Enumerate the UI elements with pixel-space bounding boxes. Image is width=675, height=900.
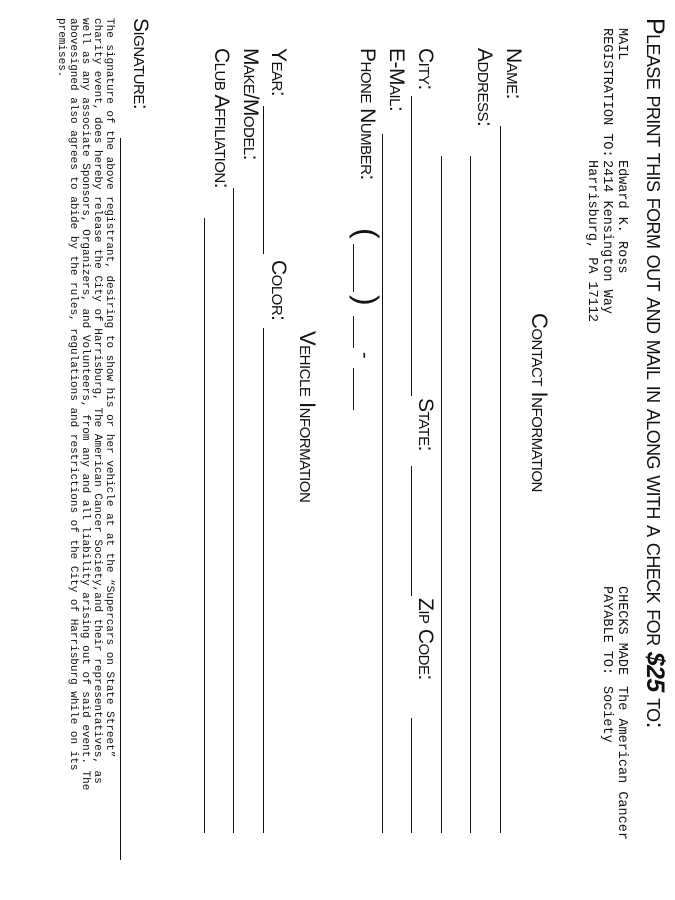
- color-label: Color:: [267, 260, 290, 321]
- vehicle-section-title: Vehicle Information: [295, 331, 320, 503]
- phone-line-number-field[interactable]: [353, 368, 354, 410]
- mail-street: 2414 Kensington Way: [599, 160, 614, 314]
- name-label: Name:: [502, 48, 525, 100]
- mail-label-line2: REGISTRATION TO:: [599, 28, 614, 158]
- checks-label-line2: PAYABLE TO:: [599, 586, 614, 676]
- phone-open-paren: (: [349, 228, 385, 239]
- club-affiliation-label: Club Affiliation:: [210, 48, 233, 189]
- checks-label: [599, 586, 629, 675]
- make-model-field[interactable]: [233, 188, 234, 833]
- zip-label: Zip Code:: [414, 598, 437, 680]
- mail-name: Edward K. Ross: [614, 160, 629, 274]
- phone-close-paren: ): [349, 295, 385, 306]
- heading-suffix: to:: [641, 691, 669, 728]
- mail-city-line: Harrisburg, PA 17112: [584, 160, 599, 323]
- signature-label: Signature:: [129, 18, 152, 110]
- state-label: State:: [414, 398, 437, 451]
- contact-section-title: Contact Information: [527, 313, 552, 492]
- mail-label-line1: MAIL: [614, 28, 629, 61]
- year-field[interactable]: [263, 106, 264, 254]
- address-field-line2[interactable]: [441, 156, 442, 833]
- color-field[interactable]: [263, 328, 264, 833]
- checks-payee-line2: Society: [599, 686, 614, 743]
- phone-label: Phone Number:: [356, 48, 379, 180]
- mail-address: [584, 160, 629, 322]
- year-label: Year:: [267, 48, 290, 97]
- checks-label-line1: CHECKS MADE: [614, 586, 629, 676]
- address-field[interactable]: [470, 156, 471, 833]
- make-model-label: Make/Model:: [239, 48, 262, 161]
- email-label: E-Mail:: [385, 48, 408, 112]
- zip-field[interactable]: [411, 718, 412, 833]
- liability-waiver-text: The signature of the above registrant, desiring to show his or her vehicle at at the “Supercars on State Street” charity event, does hereby release the City of Harrisburg, The American Cancer Society,and their representatives, as well as any associate Sponsors, Organizers, and Volunteers, from any and all liability arising out of said event. The abovesigned also agrees to abide by the rules, regulations and restrictions of the City of Harrisburg while on its premises.: [55, 18, 115, 791]
- name-field[interactable]: [500, 126, 501, 833]
- heading-prefix: Please print this form out and mail in along with a check for: [641, 18, 669, 652]
- phone-dash: -: [354, 352, 376, 359]
- signature-field[interactable]: [120, 138, 121, 860]
- state-field[interactable]: [411, 466, 412, 596]
- heading-amount: $25: [641, 651, 669, 692]
- phone-area-code-field[interactable]: [353, 244, 354, 292]
- address-label: Address:: [473, 48, 496, 127]
- phone-prefix-field[interactable]: [353, 316, 354, 348]
- club-affiliation-field[interactable]: [204, 218, 205, 833]
- mail-label: [599, 28, 629, 158]
- checks-payee-line1: The American Cancer: [614, 686, 629, 840]
- form-heading: [640, 18, 669, 888]
- checks-payee: [599, 686, 629, 840]
- city-field[interactable]: [411, 96, 412, 396]
- city-label: City:: [414, 48, 437, 90]
